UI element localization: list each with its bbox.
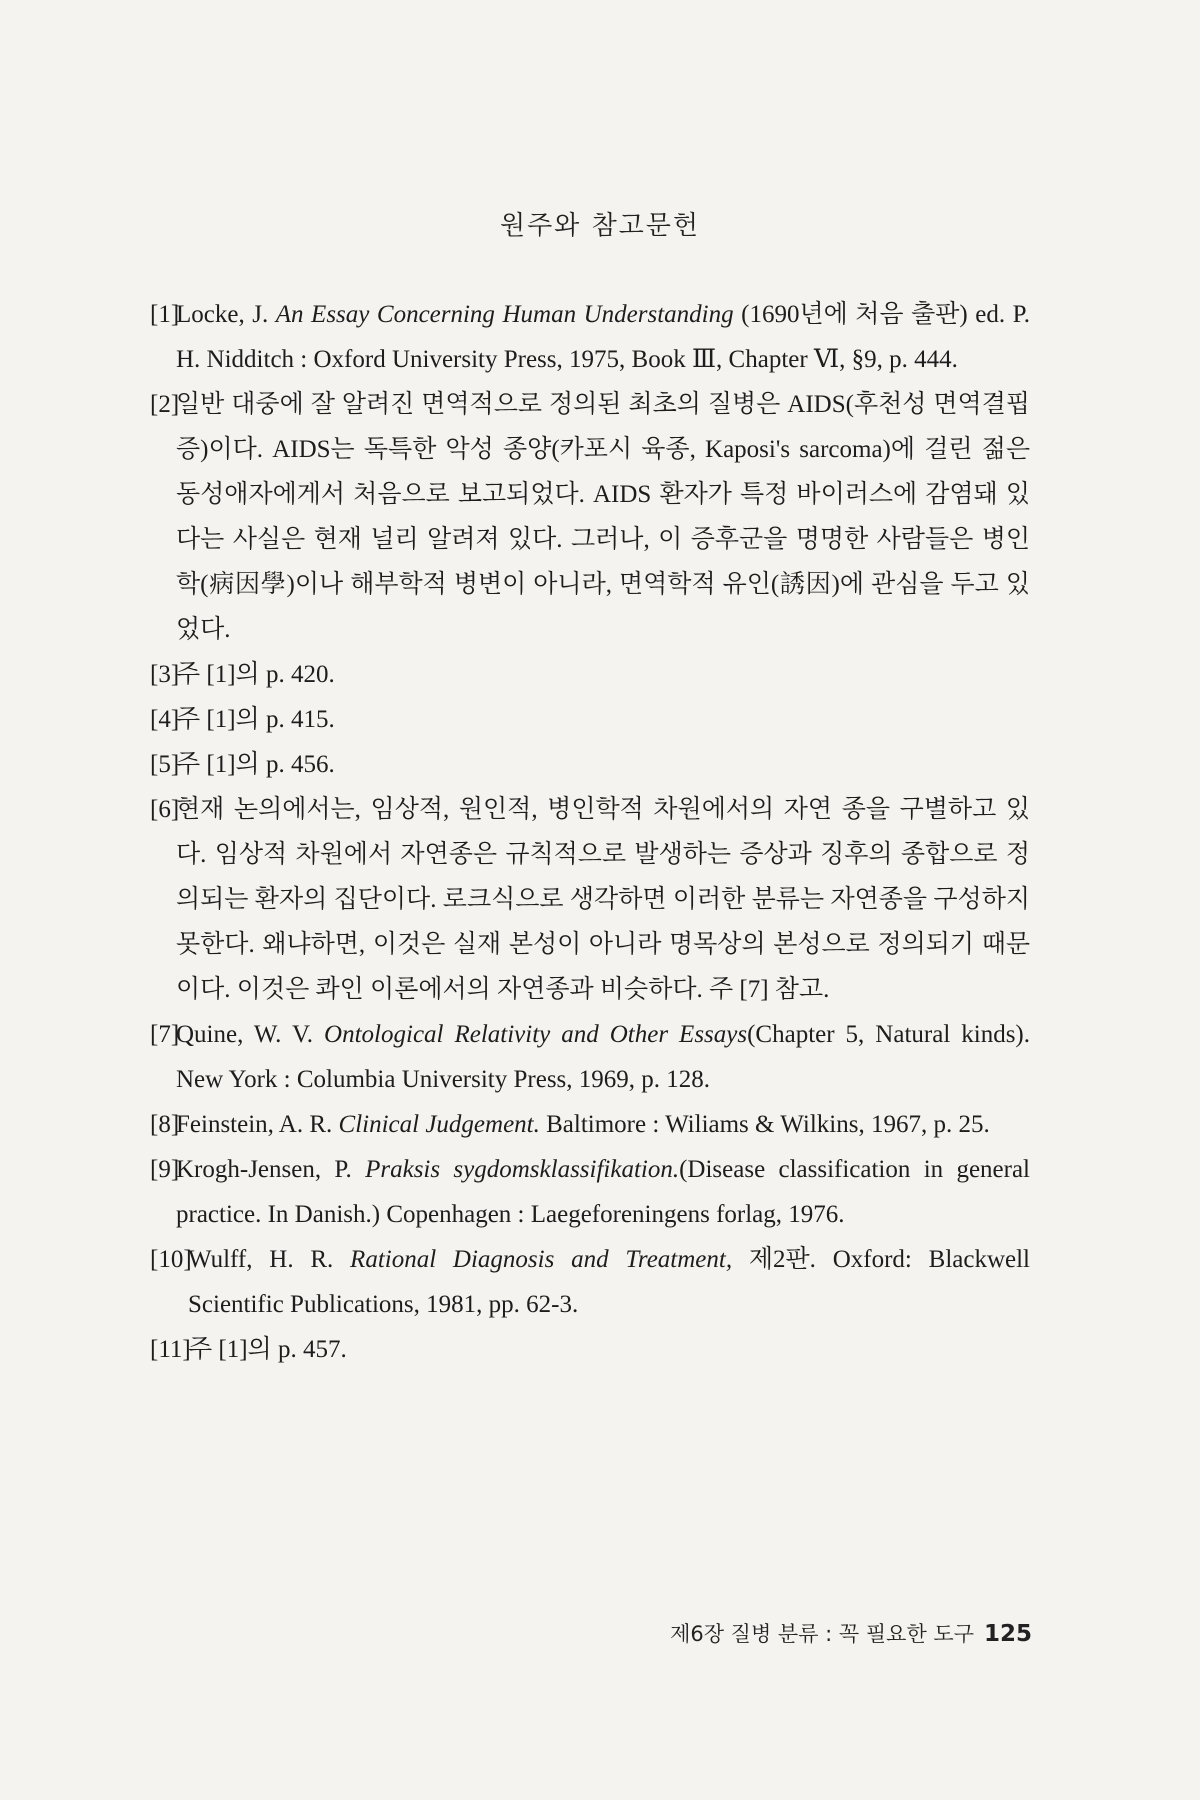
- page-footer: [670, 1618, 1032, 1648]
- reference-title: Clinical Judgement.: [338, 1111, 540, 1138]
- reference-author: Quine, W. V.: [176, 1021, 325, 1048]
- reference-number: [4]: [150, 706, 180, 733]
- reference-details: 일반 대중에 잘 알려진 면역적으로 정의된 최초의 질병은 AIDS(후천성 면역결핍증)이다. AIDS는 독특한 악성 종양(카포시 육종, Kaposi's sarcoma)에 걸린 젊은 동성애자에게서 처음으로 보고되었다. AIDS 환자가 특정 바이러스에 감염돼 있다는 사실은 현재 널리 알려져 있다. 그러나, 이 증후군을 명명한 사람들은 병인학(病因學)이나 해부학적 병변이 아니라, 면역학적 유인(誘因)에 관심을 두고 있었다.: [176, 391, 1030, 643]
- reference-item: [150, 742, 1030, 787]
- reference-details: Baltimore : Wiliams & Wilkins, 1967, p. 25.: [539, 1111, 990, 1138]
- reference-title: Ontological Relativity and Other Essays: [324, 1021, 748, 1048]
- reference-details: (Chapter 5, Natural kinds). New York : Columbia University Press, 1969, p. 128.: [176, 1021, 1030, 1093]
- reference-author: Locke, J.: [176, 301, 276, 328]
- reference-item: [150, 697, 1030, 742]
- reference-title: Rational Diagnosis and Treatment,: [350, 1246, 733, 1273]
- reference-details: (Disease classification in general practice. In Danish.) Copenhagen : Laegeforeningens forlag, 1976.: [176, 1156, 1030, 1228]
- reference-number: [3]: [150, 661, 180, 688]
- reference-item: [150, 1147, 1030, 1237]
- reference-item: [150, 1102, 1030, 1147]
- reference-title: Praksis sygdomsklassifikation.: [365, 1156, 680, 1183]
- reference-author: Wulff, H. R.: [188, 1246, 351, 1273]
- page-title: 원주와 참고문헌: [499, 211, 701, 241]
- reference-number: [10]: [150, 1246, 192, 1273]
- reference-details: 현재 논의에서는, 임상적, 원인적, 병인학적 차원에서의 자연 종을 구별하고 있다. 임상적 차원에서 자연종은 규칙적으로 발생하는 증상과 징후의 종합으로 정의되는 환자의 집단이다. 로크식으로 생각하면 이러한 분류는 자연종을 구성하지 못한다. 왜냐하면, 이것은 실재 본성이 아니라 명목상의 본성으로 정의되기 때문이다. 이것은 콰인 이론에서의 자연종과 비슷하다. 주 [7] 참고.: [176, 796, 1030, 1003]
- reference-number: [7]: [150, 1021, 180, 1048]
- reference-details: 주 [1]의 p. 457.: [188, 1336, 347, 1363]
- reference-details: (1690년에 처음 출판) ed. P. H. Nidditch : Oxford University Press, 1975, Book Ⅲ, Chapter Ⅵ, §9, p. 444.: [176, 301, 1030, 373]
- reference-number: [1]: [150, 301, 180, 328]
- reference-number: [8]: [150, 1111, 180, 1138]
- reference-details: 주 [1]의 p. 456.: [176, 751, 335, 778]
- reference-author: Feinstein, A. R.: [176, 1111, 339, 1138]
- page-number: 125: [983, 1621, 1032, 1647]
- reference-number: [2]: [150, 391, 180, 418]
- reference-author: Krogh-Jensen, P.: [176, 1156, 366, 1183]
- reference-item: [150, 787, 1030, 1012]
- reference-item: [150, 382, 1030, 652]
- reference-item: [150, 652, 1030, 697]
- reference-details: 제2판. Oxford: Blackwell Scientific Publications, 1981, pp. 62-3.: [188, 1246, 1030, 1318]
- reference-number: [5]: [150, 751, 180, 778]
- reference-details: 주 [1]의 p. 420.: [176, 661, 335, 688]
- reference-list: [150, 292, 1030, 1372]
- reference-item: [150, 1237, 1030, 1327]
- reference-details: 주 [1]의 p. 415.: [176, 706, 335, 733]
- reference-number: [6]: [150, 796, 180, 823]
- reference-number: [11]: [150, 1336, 191, 1363]
- reference-title: An Essay Concerning Human Understanding: [275, 301, 734, 328]
- reference-item: [150, 292, 1030, 382]
- reference-item: [150, 1327, 1030, 1372]
- reference-item: [150, 1012, 1030, 1102]
- chapter-running-head: 제6장 질병 분류 : 꼭 필요한 도구: [670, 1622, 974, 1646]
- reference-number: [9]: [150, 1156, 180, 1183]
